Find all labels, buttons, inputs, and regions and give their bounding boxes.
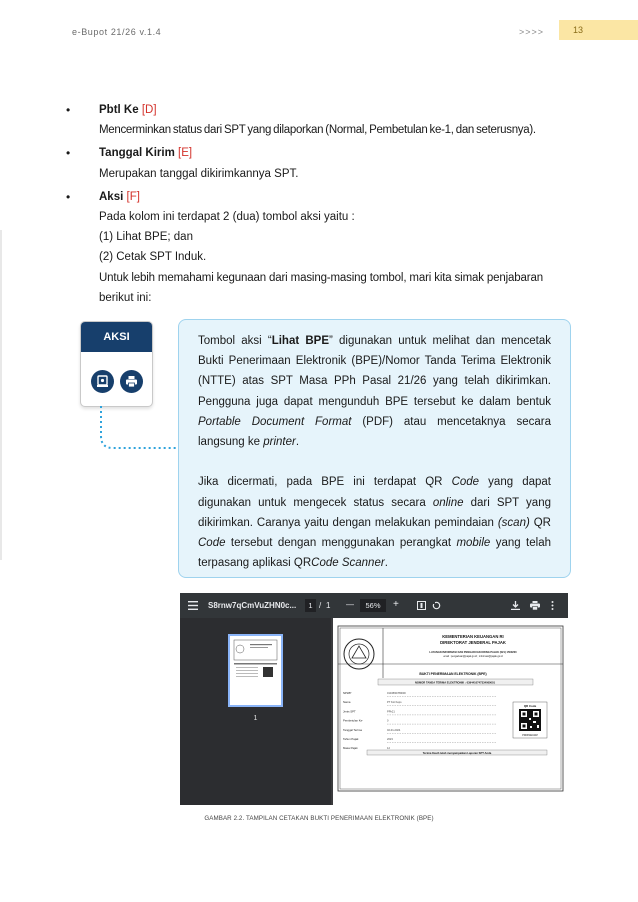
figure-caption: GAMBAR 2.2. TAMPILAN CETAKAN BUKTI PENERIMAAN ELEKTRONIK (BPE) xyxy=(204,815,434,822)
doc-field-label: Pembetulan Ke- xyxy=(343,718,364,723)
header-title: e-Bupot 21/26 v.1.4 xyxy=(72,27,162,37)
download-icon[interactable] xyxy=(511,601,520,610)
bullet-tanggal xyxy=(66,143,566,183)
thumbnail-panel xyxy=(180,618,331,805)
doc-field-value: 2023 xyxy=(387,738,393,741)
doc-qr-label: QR Code xyxy=(523,704,537,708)
view-document-icon xyxy=(96,375,109,388)
doc-field-label: Masa Pajak xyxy=(343,746,358,751)
doc-field-label: NPWP xyxy=(343,691,352,695)
print-icon[interactable] xyxy=(530,601,540,610)
doc-field-value: 0104560789000 xyxy=(387,692,406,695)
doc-field-value: 02-01-2024 xyxy=(387,728,401,732)
connector-line xyxy=(99,406,189,450)
aksi-line: berikut ini: xyxy=(99,291,152,304)
zoom-input[interactable]: 56% xyxy=(360,599,386,612)
bullet-list xyxy=(66,100,566,308)
doc-footer: Terima Kasih telah menyampaikan Laporan SPT Anda xyxy=(422,751,492,755)
side-rule xyxy=(0,230,2,560)
doc-ntte: NOMOR TANDA TERIMA ELEKTRONIK : 0394410747334000001 xyxy=(414,681,496,685)
doc-field-label: Nama xyxy=(343,700,351,705)
aksi-label: Aksi xyxy=(99,190,124,203)
viewer-toolbar xyxy=(180,593,568,618)
viewer-filename: S8rnw7qCmVuZHN0c... xyxy=(208,601,297,610)
bpe-document-canvas xyxy=(333,618,568,805)
aksi-card-title: AKSI xyxy=(81,322,152,352)
tanggal-tag: [E] xyxy=(178,147,193,160)
doc-field-label: Jenis SPT xyxy=(343,709,356,714)
tanggal-label: Tanggal Kirim xyxy=(99,147,175,160)
lihat-bpe-button[interactable] xyxy=(91,370,114,393)
doc-field-label: Tahun Pajak xyxy=(343,737,359,741)
doc-qr-code-text: PD6K5dkCWZ xyxy=(522,734,538,737)
more-options-icon[interactable] xyxy=(551,601,554,610)
info-paragraph-1: Tombol aksi “Lihat BPE” digunakan untuk melihat dan mencetak Bukti Penerimaan Elektronik (BPE)/Nomor Tanda Terima Elektronik (NTTE) atas SPT Masa PPh Pasal 21/26 yang telah dikirimkan. Pengguna juga dapat mengunduh BPE tersebut ke dalam bentuk Portable Document Format (PDF) atau mencetaknya secara langsung ke printer. xyxy=(198,335,552,449)
page-input[interactable]: 1 xyxy=(305,599,316,612)
aksi-line: (1) Lihat BPE; dan xyxy=(99,231,193,244)
thumbnail-page-number: 1 xyxy=(253,715,258,722)
doc-field-value: PPh21 xyxy=(387,710,395,714)
fit-page-icon[interactable] xyxy=(417,601,426,610)
aksi-card xyxy=(80,321,153,407)
pdf-viewer xyxy=(180,593,568,805)
bullet-dot: • xyxy=(66,189,71,204)
doc-directorate: DIREKTORAT JENDERAL PAJAK xyxy=(440,640,506,645)
aksi-line: Pada kolom ini terdapat 2 (dua) tombol aksi yaitu : xyxy=(99,211,355,224)
doc-service: LAYANAN INFORMASI DAN PENGADUAN KRING PAJAK (021) 1500200 xyxy=(429,651,517,654)
doc-email: email : pengaduan@pajak.go.id ; informasi@pajak.go.id xyxy=(443,655,503,658)
rotate-icon[interactable] xyxy=(432,601,441,610)
header-arrows: >>>> xyxy=(519,27,545,37)
doc-bpe-title: BUKTI PENERIMAAN ELEKTRONIK (BPE) xyxy=(419,672,487,676)
page-thumbnail[interactable] xyxy=(228,634,283,707)
menu-icon[interactable] xyxy=(188,601,198,610)
pbtl-desc: Mencerminkan status dari SPT yang dilaporkan (Normal, Pembetulan ke-1, dan seterusnya). xyxy=(99,124,536,137)
bullet-dot: • xyxy=(66,146,71,161)
page-separator: / xyxy=(319,601,322,610)
doc-field-value: PT Kot Keps xyxy=(387,701,402,705)
bullet-aksi xyxy=(66,187,566,308)
zoom-in-button[interactable]: + xyxy=(393,599,399,610)
zoom-out-button[interactable]: — xyxy=(346,600,354,609)
bpe-document xyxy=(333,618,568,805)
page-total: 1 xyxy=(326,601,331,610)
tanggal-desc: Merupakan tanggal dikirimkannya SPT. xyxy=(99,167,299,180)
pbtl-label: Pbtl Ke xyxy=(99,104,139,116)
printer-icon xyxy=(125,375,138,388)
doc-ministry: KEMENTERIAN KEUANGAN RI xyxy=(442,634,504,639)
qr-code-icon xyxy=(519,709,541,731)
pbtl-tag: [D] xyxy=(141,104,157,116)
bullet-dot: • xyxy=(66,103,71,117)
info-text xyxy=(198,331,551,573)
bullet-pbtl xyxy=(66,100,566,140)
info-paragraph-2: Jika dicermati, pada BPE ini terdapat QR Code yang dapat digunakan untuk mengecek status secara online dari SPT yang dikirimkan. Caranya yaitu dengan melakukan pemindaian (scan) QR Code tersebut dengan menggunakan perangkat mobile yang telah terpasang aplikasi QRCode Scanner. xyxy=(198,476,551,570)
doc-field-value: 12 xyxy=(387,747,390,751)
aksi-line: Untuk lebih memahami kegunaan dari masing-masing tombol, mari kita simak penjabaran xyxy=(99,271,543,284)
page-number: 13 xyxy=(559,20,638,40)
aksi-line: (2) Cetak SPT Induk. xyxy=(99,251,207,264)
aksi-tag: [F] xyxy=(126,190,140,203)
thumbnail-preview xyxy=(230,636,281,705)
cetak-spt-button[interactable] xyxy=(120,370,143,393)
doc-field-label: Tanggal Terima xyxy=(343,727,362,732)
doc-field-value: 0 xyxy=(387,719,389,723)
